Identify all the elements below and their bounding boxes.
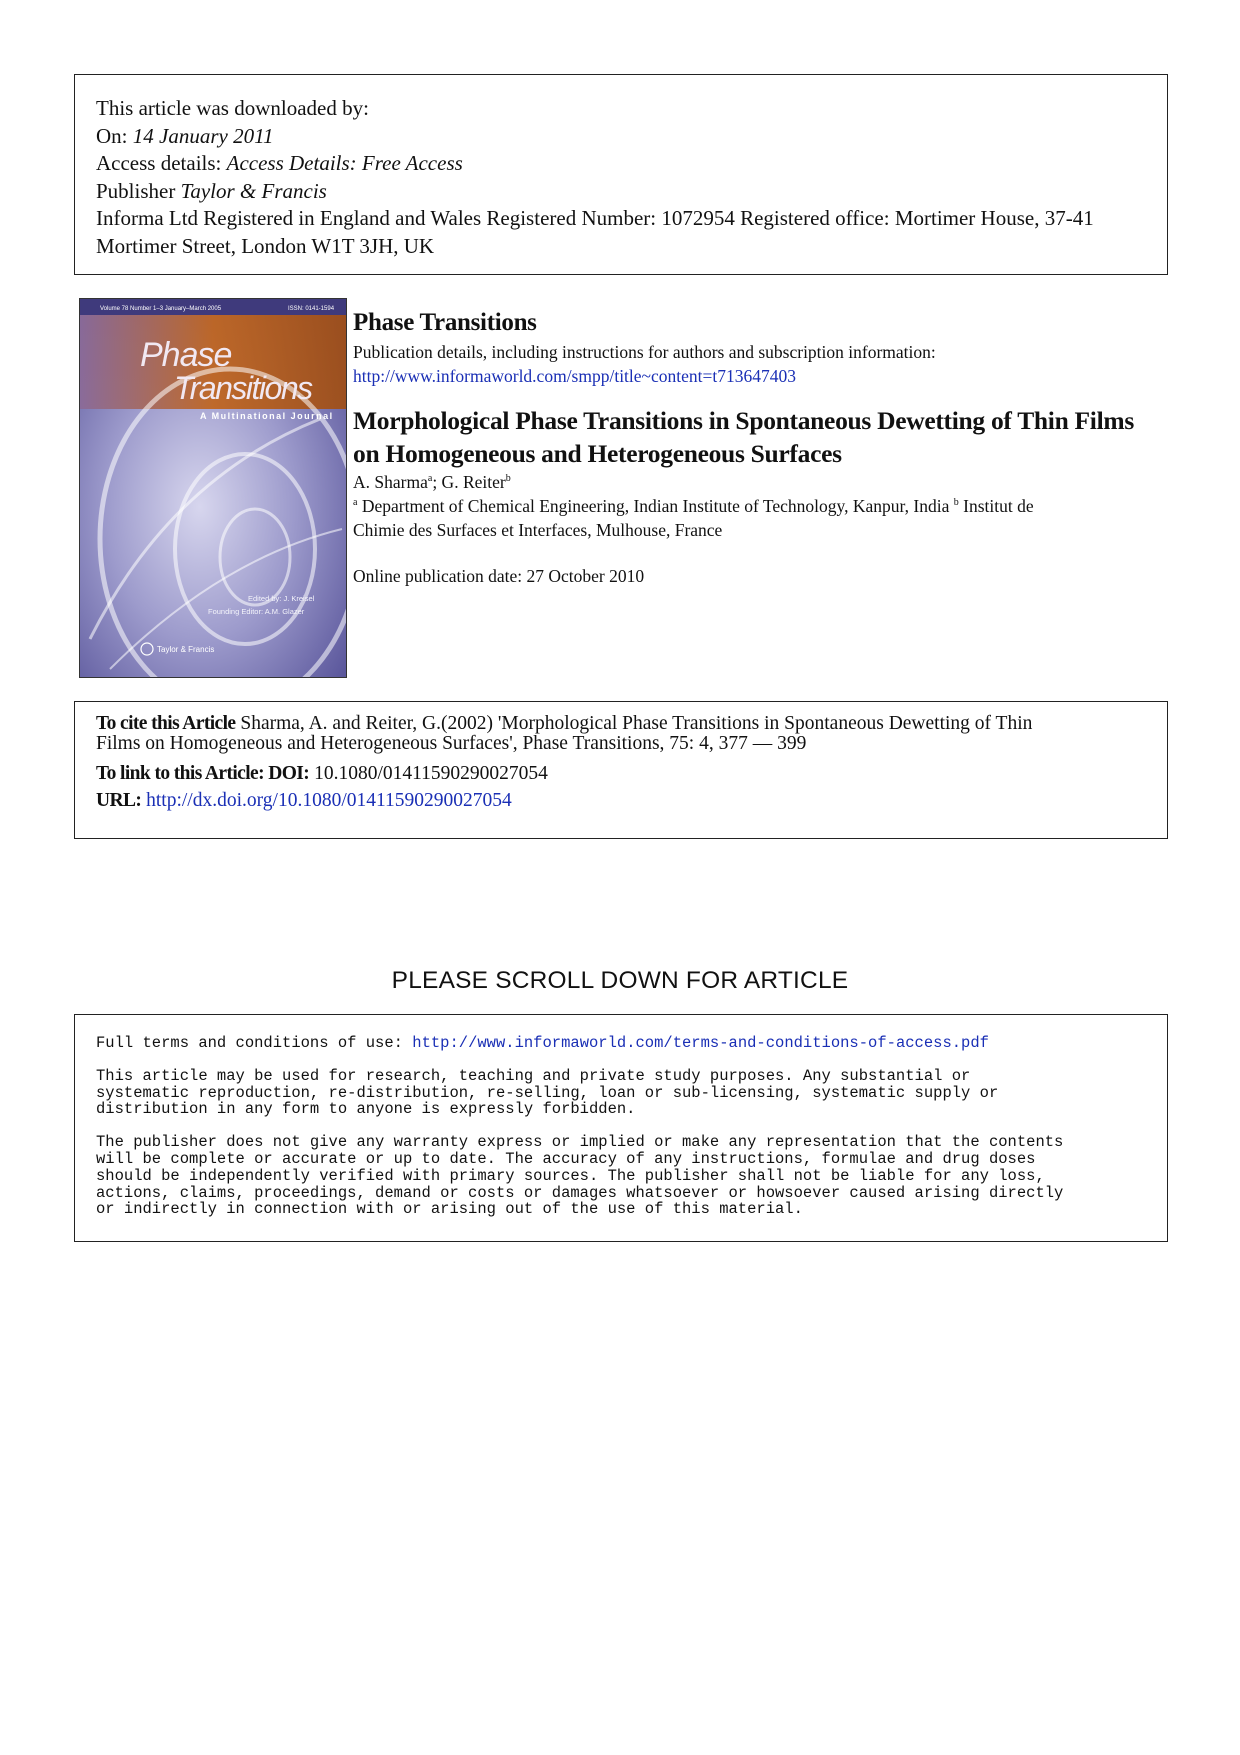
author-1-affiliation: a (427, 473, 433, 485)
terms-line (96, 1035, 1146, 1052)
download-line: This article was downloaded by: (96, 96, 369, 120)
access-value: Access Details: Free Access (226, 151, 463, 175)
terms-label: Full terms and conditions of use: (96, 1034, 413, 1052)
publisher-value: Taylor & Francis (180, 178, 327, 203)
article-title-line1: Morphological Phase Transitions in Spontaneous Dewetting of Thin Films (353, 406, 1134, 435)
cover-subtitle: A Multinational Journal (200, 411, 334, 421)
author-2-affiliation: b (505, 473, 511, 485)
publication-details: Publication details, including instructions for authors and subscription information: (353, 342, 936, 362)
registered-office: Informa Ltd Registered in England and Wales Registered Number: 1072954 Registered office: Mortimer House, 37-41 Mortimer Street, London W1T 3JH, UK (96, 206, 1094, 258)
cover-header-right: ISSN: 0141-1594 (288, 306, 335, 312)
affiliation-b-marker: b (953, 497, 959, 509)
terms-url-link[interactable]: http://www.informaworld.com/terms-and-conditions-of-access.pdf (412, 1034, 989, 1052)
affiliations (353, 494, 1173, 518)
citation-text-line2: Films on Homogeneous and Heterogeneous Surfaces', Phase Transitions, 75: 4, 377 — 399 (96, 733, 807, 754)
cover-publisher-logo: Taylor & Francis (157, 645, 215, 654)
scroll-notice: PLEASE SCROLL DOWN FOR ARTICLE (391, 967, 849, 994)
cover-editor: Edited by: J. Kreisel (248, 594, 315, 603)
cover-header-left: Volume 78 Number 1–3 January–March 2005 (100, 306, 222, 312)
author-2: ; G. Reiter (432, 472, 506, 492)
cover-title-line2: Transitions (174, 370, 312, 406)
doi-line (96, 760, 1146, 787)
on-value: 14 January 2011 (132, 123, 274, 148)
affiliation-a: Department of Chemical Engineering, Indian Institute of Technology, Kanpur, India (357, 496, 954, 516)
terms-paragraph-2: The publisher does not give any warranty express or implied or make any representation that the contents will be complete or accurate or up to date. The accuracy of any instructions, formulae and drug doses should be independently verified with primary sources. The publisher shall not be liable for any loss, actions, claims, proceedings, demand or costs or damages whatsoever or howsoever caused arising directly or indirectly in connection with or arising out of the use of this material. (96, 1133, 1064, 1219)
journal-url-link[interactable]: http://www.informaworld.com/smpp/title~content=t713647403 (353, 366, 797, 386)
doi-value: 10.1080/01411590290027054 (309, 763, 548, 784)
article-title (353, 404, 1173, 470)
doi-url-link[interactable]: http://dx.doi.org/10.1080/01411590290027054 (141, 790, 512, 811)
access-label: Access details: (96, 151, 222, 175)
cover-founding-editor: Founding Editor: A.M. Glazer (208, 607, 305, 616)
authors (353, 470, 1173, 494)
affiliation-a-marker: a (353, 497, 358, 509)
terms-paragraph-1: This article may be used for research, teaching and private study purposes. Any substantial or systematic reproduction, re-distribution, re-selling, loan or sub-licensing, systematic supply or distribution in any form to anyone is expressly forbidden. (96, 1066, 999, 1119)
on-label: On: (96, 123, 128, 148)
download-date-line (96, 123, 1146, 151)
publisher-line (96, 178, 1146, 206)
article-title-line2: on Homogeneous and Heterogeneous Surfaces (353, 439, 842, 468)
author-1: A. Sharma (353, 472, 428, 492)
cover-title-line1: Phase (140, 336, 232, 374)
affiliation-b-line2: Chimie des Surfaces et Interfaces, Mulhouse, France (353, 520, 723, 540)
journal-title: Phase Transitions (353, 309, 537, 336)
url-label: URL: (96, 790, 142, 811)
citation-box (74, 701, 1168, 839)
url-line (96, 787, 1146, 814)
terms-box (74, 1014, 1168, 1242)
citation-text (96, 714, 1146, 734)
access-line (96, 150, 1146, 178)
download-info-box (74, 74, 1168, 275)
journal-cover-image (79, 298, 347, 678)
cite-text: Sharma, A. and Reiter, G.(2002) 'Morphological Phase Transitions in Spontaneous Dewetting of Thin (235, 713, 1033, 734)
cite-label: To cite this Article (96, 713, 236, 734)
publication-date: Online publication date: 27 October 2010 (353, 566, 645, 586)
article-info (353, 306, 1173, 588)
doi-label: To link to this Article: DOI: (96, 763, 310, 784)
publisher-label: Publisher (96, 178, 176, 203)
affiliation-b: Institut de (958, 496, 1034, 516)
